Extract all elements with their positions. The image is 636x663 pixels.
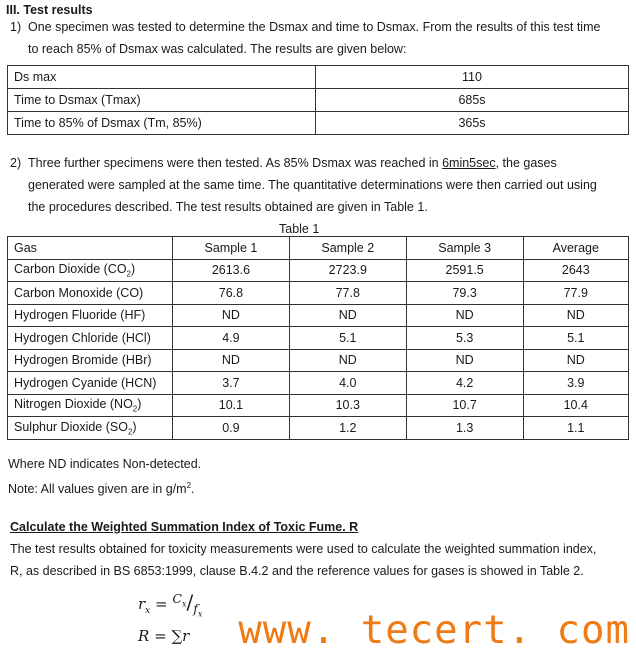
paragraph-2-line-2: generated were sampled at the same time. The quantitative determinations were then carried out using [28, 178, 597, 192]
paragraph-2-line-1b: , the gases [495, 156, 557, 170]
value-cell: 2613.6 [173, 259, 290, 282]
value-cell: ND [173, 349, 290, 372]
header-sample-1: Sample 1 [173, 237, 290, 260]
paragraph-2-line-3: the procedures described. The test results obtained are given in Table 1. [28, 200, 428, 214]
paragraph-3 [10, 538, 630, 582]
nd-note: Where ND indicates Non-detected. [8, 457, 202, 471]
units-note-sup: 2 [186, 481, 192, 490]
reach-time-highlight: 6min5sec [442, 156, 496, 170]
value-cell: 4.0 [289, 372, 406, 395]
value-cell: 1.3 [406, 417, 523, 440]
value-cell: 2643 [523, 259, 628, 282]
notes [8, 453, 201, 500]
formula-sum: ∑ [171, 627, 183, 645]
value-cell: ND [289, 349, 406, 372]
gas-name-cell: Hydrogen Cyanide (HCN) [8, 372, 173, 395]
table-row [8, 112, 629, 135]
header-average: Average [523, 237, 628, 260]
formula-rx-r: r [138, 595, 146, 613]
value-cell: 1.1 [523, 417, 628, 440]
value-cell: 79.3 [406, 282, 523, 305]
paragraph-1-line-1: One specimen was tested to determine the Dsmax and time to Dsmax. From the results of this test time [28, 20, 601, 34]
header-sample-3: Sample 3 [406, 237, 523, 260]
table-1-caption: Table 1 [279, 222, 320, 236]
gas-name-cell: Hydrogen Fluoride (HF) [8, 304, 173, 327]
value-cell: 10.7 [406, 394, 523, 417]
formula-f: fx [193, 601, 203, 619]
value-cell: 3.7 [173, 372, 290, 395]
value-cell: ND [523, 304, 628, 327]
formula-rx-sub: x [145, 606, 151, 616]
value-cell: 0.9 [173, 417, 290, 440]
paragraph-3-line-1: The test results obtained for toxicity measurements were used to calculate the weighted summation index, [10, 542, 597, 556]
weighted-summation-heading: Calculate the Weighted Summation Index of Toxic Fume. R [10, 520, 359, 534]
header-gas: Gas [8, 237, 173, 260]
formula-R-eq: = [154, 627, 167, 645]
table-row [8, 282, 629, 305]
value-cell: 3.9 [523, 372, 628, 395]
value-cell: 5.1 [523, 327, 628, 350]
paragraph-2-number: 2) [10, 156, 22, 170]
value-cell: 77.8 [289, 282, 406, 305]
dsmax-label: Ds max [8, 66, 316, 89]
formula-c: Cx [172, 591, 187, 609]
formula-rx: $r_x = ^{C_x}/_{f_x}$ [138, 590, 203, 619]
dsmax-value: 110 [316, 66, 629, 89]
value-cell: ND [289, 304, 406, 327]
gas-name-cell: Sulphur Dioxide $(SO_2)$ [8, 417, 173, 440]
table-row [8, 372, 629, 395]
table-row [8, 66, 629, 89]
value-cell: ND [406, 349, 523, 372]
watermark-text: www. tecert. com [238, 608, 630, 653]
gas-name-cell: Hydrogen Bromide (HBr) [8, 349, 173, 372]
value-cell: 5.1 [289, 327, 406, 350]
value-cell: 77.9 [523, 282, 628, 305]
paragraph-1-line-2: to reach 85% of Dsmax was calculated. The results are given below: [28, 42, 407, 56]
tmax-label: Time to Dsmax (Tmax) [8, 89, 316, 112]
value-cell: 4.2 [406, 372, 523, 395]
table-row [8, 259, 629, 282]
paragraph-1 [10, 16, 630, 60]
dsmax-table [7, 65, 629, 135]
table-row [8, 327, 629, 350]
tmax-value: 685s [316, 89, 629, 112]
value-cell: 10.1 [173, 394, 290, 417]
gas-name-cell: Hydrogen Chloride (HCl) [8, 327, 173, 350]
paragraph-3-line-2: R, as described in BS 6853:1999, clause B.4.2 and the reference values for gases is showed in Table 2. [10, 564, 584, 578]
paragraph-1-number: 1) [10, 20, 22, 34]
formula-rx-eq: = [155, 595, 168, 613]
value-cell: 10.3 [289, 394, 406, 417]
gas-results-table [7, 236, 629, 440]
value-cell: ND [406, 304, 523, 327]
table-row [8, 417, 629, 440]
paragraph-2 [10, 152, 630, 218]
gas-rows [8, 259, 629, 439]
tm85-label: Time to 85% of Dsmax (Tm, 85%) [8, 112, 316, 135]
section-heading: III. Test results [6, 3, 93, 17]
value-cell: 2723.9 [289, 259, 406, 282]
value-cell: 10.4 [523, 394, 628, 417]
tm85-value: 365s [316, 112, 629, 135]
value-cell: 5.3 [406, 327, 523, 350]
value-cell: 1.2 [289, 417, 406, 440]
formula-R [138, 627, 189, 645]
table-row [8, 89, 629, 112]
header-sample-2: Sample 2 [289, 237, 406, 260]
gas-name-cell: Nitrogen Dioxide $(NO_2)$ [8, 394, 173, 417]
units-note-text: Note: All values given are in g/m [8, 482, 187, 497]
formula-sum-r: r [182, 627, 190, 645]
units-note-end: . [191, 482, 195, 497]
value-cell: ND [173, 304, 290, 327]
gas-name-cell: Carbon Dioxide $(CO_2)$ [8, 259, 173, 282]
formula-R-label: R [138, 627, 150, 645]
value-cell: 2591.5 [406, 259, 523, 282]
table-row [8, 349, 629, 372]
units-note [8, 475, 201, 500]
value-cell: ND [523, 349, 628, 372]
value-cell: 4.9 [173, 327, 290, 350]
value-cell: 76.8 [173, 282, 290, 305]
paragraph-2-line-1a: Three further specimens were then tested. As 85% Dsmax was reached in [28, 156, 443, 170]
table-row [8, 304, 629, 327]
gas-name-cell: Carbon Monoxide (CO) [8, 282, 173, 305]
table-row [8, 394, 629, 417]
table-header-row [8, 237, 629, 260]
